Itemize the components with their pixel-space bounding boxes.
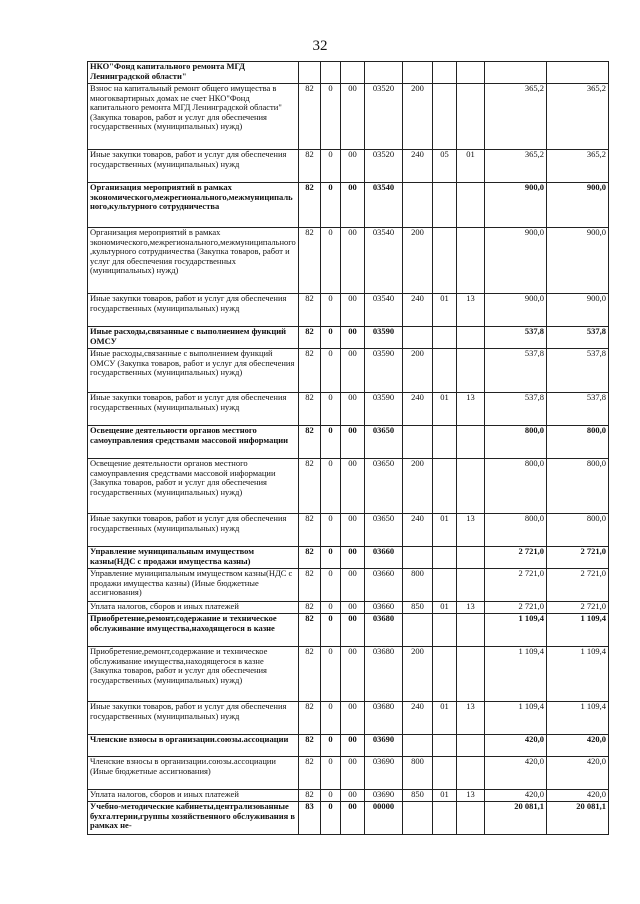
code-subsection: 13 [457,602,485,614]
code-admin: 82 [299,183,321,228]
amount-1: 1 109,4 [485,614,547,647]
table-row [88,84,609,150]
table-row [88,183,609,228]
code-subsection [457,547,485,569]
code-admin: 82 [299,426,321,459]
table-row [88,614,609,647]
code-section [433,459,457,514]
code-section [433,84,457,150]
code-subsection: 13 [457,514,485,547]
code-section [433,228,457,294]
code-program: 0 [321,614,341,647]
code-expense-type: 200 [403,459,433,514]
code-direction: 03660 [365,602,403,614]
code-admin: 82 [299,790,321,802]
amount-1: 800,0 [485,459,547,514]
table-row [88,602,609,614]
row-name: Управление муниципальным имуществом казны(НДС с продажи имущества казны) [88,547,299,569]
table-row [88,327,609,349]
code-section [433,426,457,459]
row-name: Иные закупки товаров, работ и услуг для обеспечения государственных (муниципальных) нужд [88,514,299,547]
code-admin: 82 [299,614,321,647]
code-section: 05 [433,150,457,183]
amount-1: 2 721,0 [485,547,547,569]
amount-2: 800,0 [547,426,609,459]
row-name: Иные расходы,связанные с выполнением функций ОМСУ [88,327,299,349]
table-row [88,802,609,835]
code-section: 01 [433,702,457,735]
code-direction: 03590 [365,327,403,349]
row-name: Иные закупки товаров, работ и услуг для обеспечения государственных (муниципальных) нужд [88,294,299,327]
code-section: 01 [433,602,457,614]
code-section: 01 [433,514,457,547]
code-section: 01 [433,294,457,327]
code-admin: 82 [299,569,321,602]
row-name: Приобретение,ремонт,содержание и техническое обслуживание имущества,находящегося в казне (Закупка товаров, работ и услуг для обеспечения государственных (муниципальных) нужд) [88,647,299,702]
code-direction: 03660 [365,547,403,569]
code-admin: 82 [299,702,321,735]
code-direction: 03540 [365,228,403,294]
row-name: Освещение деятельности органов местного самоуправления средствами массовой информации [88,426,299,459]
code-section [433,183,457,228]
code-program: 0 [321,702,341,735]
table-row [88,294,609,327]
amount-2: 900,0 [547,294,609,327]
code-subprogram: 00 [341,514,365,547]
amount-2: 2 721,0 [547,547,609,569]
code-direction: 00000 [365,802,403,835]
code-expense-type: 200 [403,228,433,294]
code-subprogram: 00 [341,294,365,327]
table-row [88,228,609,294]
amount-2: 365,2 [547,150,609,183]
code-program: 0 [321,569,341,602]
code-section [433,62,457,84]
table-row [88,349,609,393]
budget-table [87,61,609,835]
table-row [88,647,609,702]
code-program: 0 [321,426,341,459]
row-name: Организация мероприятий в рамках экономического,межрегионального,межмуниципального,культурного сотрудничества (Закупка товаров, работ и услуг для обеспечения государственных (муниципальных) нужд) [88,228,299,294]
amount-2: 537,8 [547,327,609,349]
amount-2: 1 109,4 [547,647,609,702]
row-name: Иные закупки товаров, работ и услуг для обеспечения государственных (муниципальных) нужд [88,702,299,735]
code-section: 01 [433,790,457,802]
code-section [433,802,457,835]
amount-1: 365,2 [485,84,547,150]
amount-2: 537,8 [547,393,609,426]
code-expense-type: 200 [403,84,433,150]
row-name: Управление муниципальным имуществом казны(НДС с продажи имущества казны) (Иные бюджетные ассигнования) [88,569,299,602]
amount-1: 900,0 [485,183,547,228]
amount-1: 20 081,1 [485,802,547,835]
code-admin: 82 [299,647,321,702]
code-section [433,349,457,393]
table-row [88,547,609,569]
code-expense-type: 850 [403,602,433,614]
table-row [88,790,609,802]
amount-1: 420,0 [485,790,547,802]
amount-1: 537,8 [485,393,547,426]
row-name: Иные закупки товаров, работ и услуг для обеспечения государственных (муниципальных) нужд [88,393,299,426]
page-number: 32 [312,38,328,54]
amount-2: 537,8 [547,349,609,393]
row-name: НКО"Фонд капитального ремонта МГД Ленинградской области" [88,62,299,84]
code-admin: 82 [299,150,321,183]
code-direction: 03680 [365,614,403,647]
code-section: 01 [433,393,457,426]
code-program: 0 [321,84,341,150]
code-section [433,757,457,790]
code-program: 0 [321,735,341,757]
code-subsection [457,459,485,514]
row-name: Организация мероприятий в рамках экономического,межрегионального,межмуниципального,культурного сотрудничества [88,183,299,228]
amount-2: 2 721,0 [547,569,609,602]
code-subsection [457,349,485,393]
code-section [433,569,457,602]
amount-2: 1 109,4 [547,702,609,735]
code-expense-type [403,735,433,757]
row-name: Уплата налогов, сборов и иных платежей [88,790,299,802]
code-subprogram: 00 [341,614,365,647]
amount-2: 2 721,0 [547,602,609,614]
code-section [433,547,457,569]
code-subprogram: 00 [341,647,365,702]
code-subprogram: 00 [341,349,365,393]
amount-1: 900,0 [485,228,547,294]
code-admin: 82 [299,547,321,569]
code-direction: 03680 [365,647,403,702]
amount-2: 420,0 [547,790,609,802]
code-subsection [457,569,485,602]
code-subprogram: 00 [341,702,365,735]
code-section [433,327,457,349]
code-subprogram: 00 [341,183,365,228]
amount-2: 900,0 [547,183,609,228]
code-admin: 82 [299,459,321,514]
code-subprogram: 00 [341,327,365,349]
code-program: 0 [321,547,341,569]
code-program: 0 [321,183,341,228]
code-subprogram: 00 [341,547,365,569]
code-direction: 03660 [365,569,403,602]
code-program: 0 [321,647,341,702]
code-admin: 82 [299,294,321,327]
row-name: Членские взносы в организации.союзы.ассоциации [88,735,299,757]
code-subprogram: 00 [341,84,365,150]
code-program: 0 [321,790,341,802]
code-expense-type [403,62,433,84]
code-admin: 82 [299,84,321,150]
amount-2: 1 109,4 [547,614,609,647]
amount-1: 800,0 [485,514,547,547]
code-subsection [457,647,485,702]
code-direction: 03520 [365,84,403,150]
code-section [433,735,457,757]
row-name: Членские взносы в организации.союзы.ассоциации (Иные бюджетные ассигнования) [88,757,299,790]
code-direction: 03680 [365,702,403,735]
code-section [433,647,457,702]
code-subsection [457,802,485,835]
amount-2: 900,0 [547,228,609,294]
code-expense-type: 200 [403,349,433,393]
code-program [321,62,341,84]
amount-1: 365,2 [485,150,547,183]
code-direction: 03540 [365,183,403,228]
code-expense-type: 240 [403,702,433,735]
code-direction: 03650 [365,514,403,547]
code-program: 0 [321,327,341,349]
code-program: 0 [321,802,341,835]
code-program: 0 [321,150,341,183]
code-direction: 03590 [365,349,403,393]
code-direction [365,62,403,84]
code-program: 0 [321,757,341,790]
code-expense-type: 240 [403,514,433,547]
code-subprogram [341,62,365,84]
code-subsection: 13 [457,790,485,802]
amount-2: 420,0 [547,735,609,757]
code-admin: 82 [299,757,321,790]
code-subsection: 13 [457,393,485,426]
code-program: 0 [321,459,341,514]
code-expense-type: 240 [403,294,433,327]
amount-2: 20 081,1 [547,802,609,835]
code-expense-type [403,614,433,647]
amount-1: 800,0 [485,426,547,459]
code-subsection: 13 [457,702,485,735]
amount-1: 900,0 [485,294,547,327]
table-row [88,150,609,183]
code-expense-type [403,547,433,569]
amount-1: 420,0 [485,735,547,757]
code-subprogram: 00 [341,735,365,757]
code-expense-type [403,183,433,228]
code-subsection [457,426,485,459]
table-row [88,735,609,757]
code-subprogram: 00 [341,426,365,459]
table-row [88,514,609,547]
amount-1: 537,8 [485,349,547,393]
code-subsection: 01 [457,150,485,183]
code-program: 0 [321,294,341,327]
code-subsection [457,614,485,647]
code-admin: 83 [299,802,321,835]
code-subsection: 13 [457,294,485,327]
code-program: 0 [321,514,341,547]
code-admin: 82 [299,228,321,294]
table-row [88,393,609,426]
code-subprogram: 00 [341,393,365,426]
code-subprogram: 00 [341,790,365,802]
amount-1 [485,62,547,84]
code-subprogram: 00 [341,602,365,614]
row-name: Освещение деятельности органов местного самоуправления средствами массовой информации (Закупка товаров, работ и услуг для обеспечения государственных (муниципальных) нужд) [88,459,299,514]
table-row [88,426,609,459]
code-direction: 03690 [365,735,403,757]
code-subsection [457,183,485,228]
amount-1: 1 109,4 [485,647,547,702]
row-name: Приобретение,ремонт,содержание и техническое обслуживание имущества,находящегося в казне [88,614,299,647]
code-admin: 82 [299,327,321,349]
code-admin: 82 [299,349,321,393]
code-direction: 03540 [365,294,403,327]
code-program: 0 [321,602,341,614]
code-direction: 03520 [365,150,403,183]
row-name: Взнос на капитальный ремонт общего имущества в многоквартирных домах не счет НКО"Фонд капитального ремонта МГД Ленинградской области" (Закупка товаров, работ и услуг для обеспечения государственных (муниципальных) нужд) [88,84,299,150]
code-subprogram: 00 [341,150,365,183]
code-subprogram: 00 [341,228,365,294]
code-expense-type: 240 [403,150,433,183]
amount-1: 420,0 [485,757,547,790]
code-admin: 82 [299,602,321,614]
code-direction: 03650 [365,459,403,514]
code-expense-type [403,426,433,459]
table-row [88,702,609,735]
amount-2: 420,0 [547,757,609,790]
row-name: Учебно-методические кабинеты,централизованные бухгалтерии,группы хозяйственного обслуживания в рамках не- [88,802,299,835]
code-subprogram: 00 [341,459,365,514]
code-program: 0 [321,393,341,426]
code-subsection [457,62,485,84]
code-direction: 03590 [365,393,403,426]
code-direction: 03650 [365,426,403,459]
code-admin [299,62,321,84]
row-name: Иные закупки товаров, работ и услуг для обеспечения государственных (муниципальных) нужд [88,150,299,183]
table-row [88,459,609,514]
code-subprogram: 00 [341,757,365,790]
code-expense-type: 800 [403,757,433,790]
code-subprogram: 00 [341,802,365,835]
code-admin: 82 [299,393,321,426]
amount-1: 1 109,4 [485,702,547,735]
code-subprogram: 00 [341,569,365,602]
code-subsection [457,84,485,150]
code-expense-type: 800 [403,569,433,602]
code-section [433,614,457,647]
code-expense-type: 200 [403,647,433,702]
code-direction: 03690 [365,790,403,802]
code-admin: 82 [299,514,321,547]
code-subsection [457,735,485,757]
code-subsection [457,228,485,294]
code-admin: 82 [299,735,321,757]
code-expense-type [403,327,433,349]
table-row [88,62,609,84]
code-direction: 03690 [365,757,403,790]
amount-1: 2 721,0 [485,602,547,614]
code-subsection [457,327,485,349]
table-row [88,757,609,790]
table-row [88,569,609,602]
amount-2: 800,0 [547,459,609,514]
code-program: 0 [321,228,341,294]
code-expense-type: 240 [403,393,433,426]
amount-1: 2 721,0 [485,569,547,602]
code-subsection [457,757,485,790]
amount-1: 537,8 [485,327,547,349]
row-name: Иные расходы,связанные с выполнением функций ОМСУ (Закупка товаров, работ и услуг для обеспечения государственных (муниципальных) нужд) [88,349,299,393]
code-expense-type [403,802,433,835]
amount-2: 800,0 [547,514,609,547]
amount-2 [547,62,609,84]
code-expense-type: 850 [403,790,433,802]
row-name: Уплата налогов, сборов и иных платежей [88,602,299,614]
amount-2: 365,2 [547,84,609,150]
code-program: 0 [321,349,341,393]
